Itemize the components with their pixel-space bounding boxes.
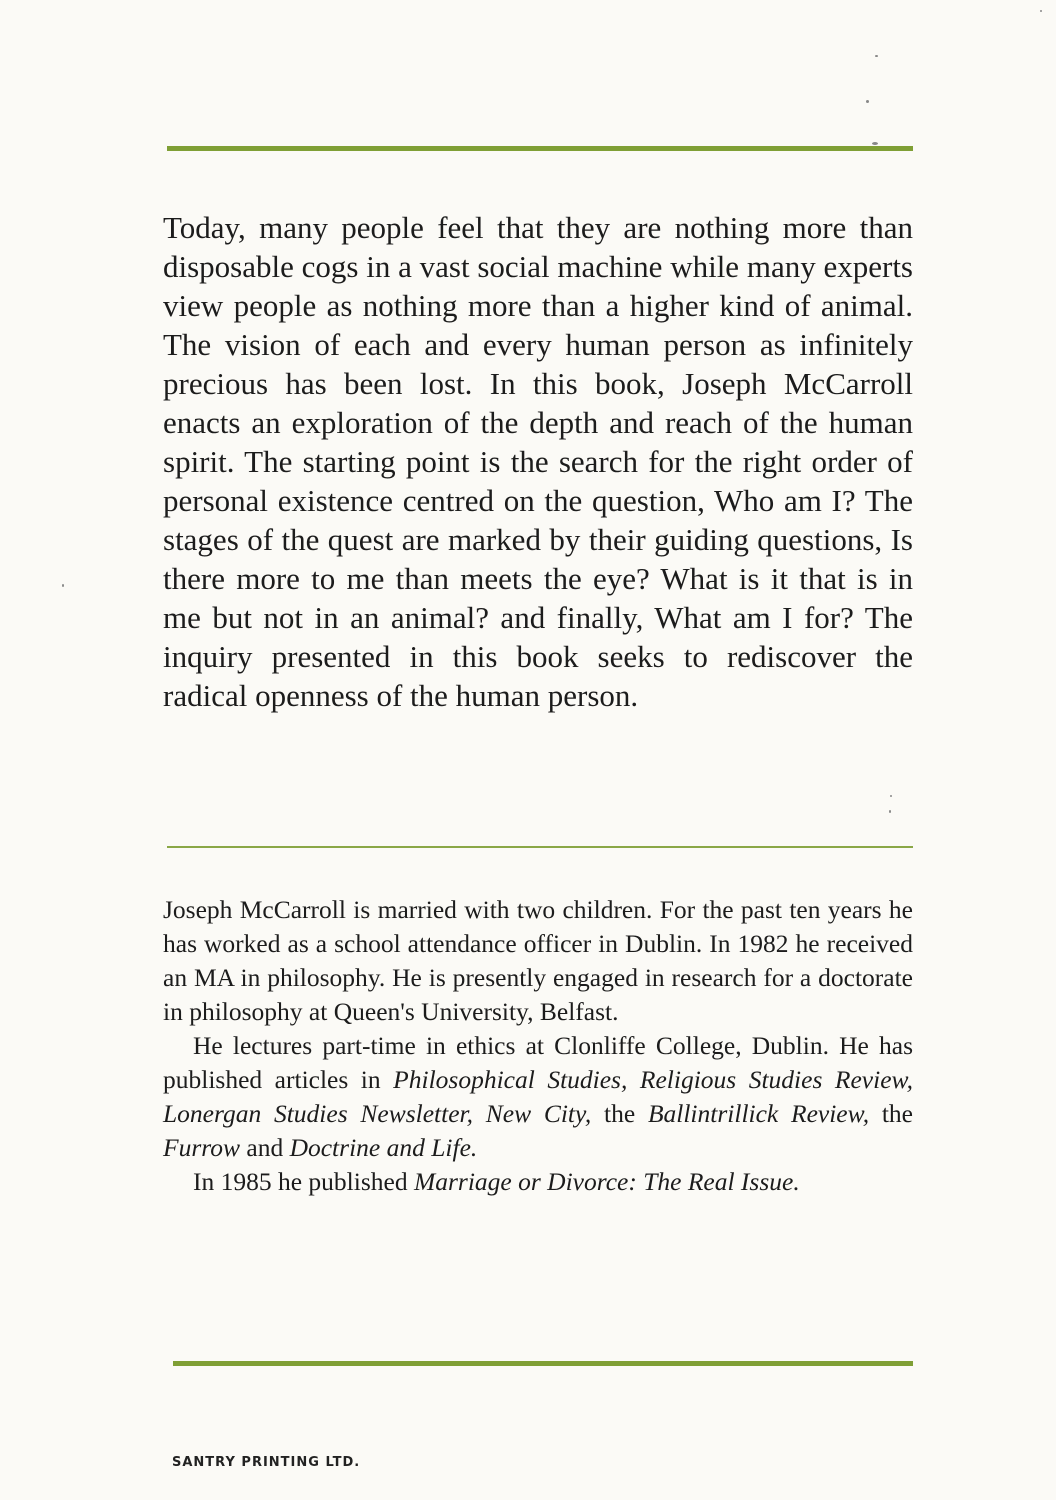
book-title: Marriage or Divorce: The Real Issue. (413, 1167, 800, 1196)
author-bio (163, 893, 913, 1199)
paper-speck (889, 810, 891, 813)
publication-title: Furrow (163, 1133, 240, 1162)
bio-p3-intro: In 1985 he published (193, 1167, 414, 1196)
top-rule (167, 146, 913, 151)
printer-credit: SANTRY PRINTING LTD. (172, 1455, 361, 1470)
bio-p2-separator: and (240, 1133, 290, 1162)
bio-paragraph-2 (163, 1029, 913, 1165)
paper-speck (872, 142, 878, 145)
publication-title: Lonergan Studies Newsletter, (163, 1099, 473, 1128)
publication-title: Religious Studies Review, (639, 1065, 914, 1094)
paper-speck (866, 100, 869, 103)
bio-p2-separator (473, 1099, 486, 1128)
paper-speck (62, 584, 64, 587)
bio-p2-separator (627, 1065, 640, 1094)
publication-title: Ballintrillick Review, (647, 1099, 870, 1128)
book-blurb: Today, many people feel that they are nothing more than disposable cogs in a vast social machine while many experts view people as nothing more than a higher kind of animal. The vision of each and every human person as infinitely precious has been lost. In this book, Joseph McCarroll enacts an exploration of the depth and reach of the human spirit. The starting point is the search for the right order of personal existence centred on the question, Who am I? The stages of the quest are marked by their guiding questions, Is there more to me than meets the eye? What is it that is in me but not in an animal? and finally, What am I for? The inquiry presented in this book seeks to rediscover the radical openness of the human person. (163, 210, 913, 713)
paper-speck (1040, 10, 1042, 12)
bio-p2-separator: the (591, 1099, 648, 1128)
bio-p2-intro: He lectures part-time in ethics at Clonliffe College, Dublin. He has published articles in (163, 1031, 913, 1094)
bio-paragraph-3 (163, 1165, 913, 1199)
bio-p2-separator: the (869, 1099, 914, 1128)
middle-rule (167, 846, 913, 848)
publication-title: Philosophical Studies, (393, 1065, 628, 1094)
paper-speck (890, 795, 892, 797)
paper-speck (875, 55, 878, 57)
bio-paragraph-1: Joseph McCarroll is married with two children. For the past ten years he has worked as a school attendance officer in Dublin. In 1982 he received an MA in philosophy. He is presently engaged in research for a doctorate in philosophy at Queen's University, Belfast. (163, 895, 913, 1026)
publication-title: Doctrine and Life. (289, 1133, 478, 1162)
bottom-rule (173, 1361, 913, 1366)
publication-title: New City, (485, 1099, 592, 1128)
